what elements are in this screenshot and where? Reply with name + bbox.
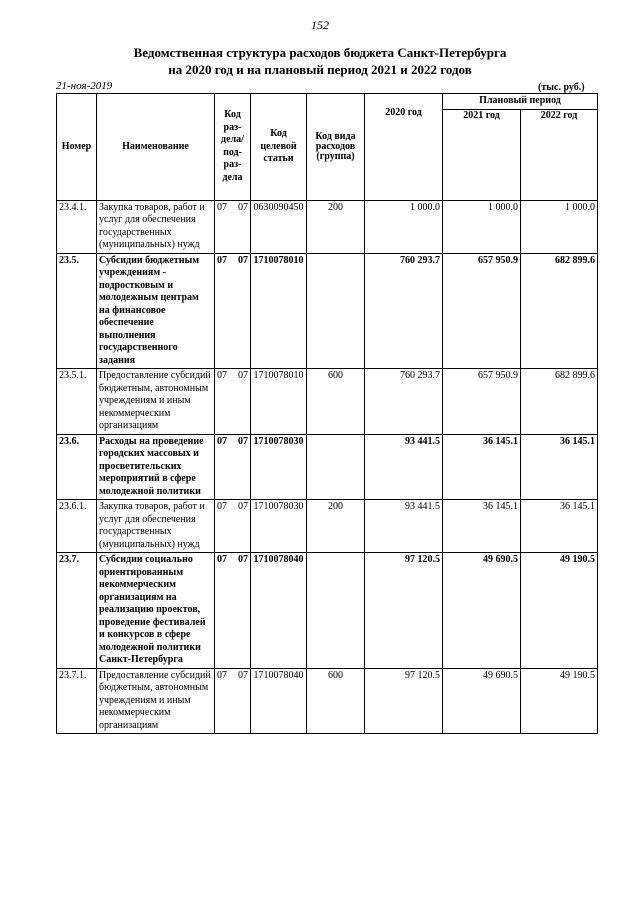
row-2020: 93 441.5 (365, 500, 443, 553)
row-name: Субсидии бюджетным учреждениям - подростковым и молодежным центрам на финансовое обеспечение выполнения государственного задания (97, 253, 215, 369)
row-2022: 36 145.1 (521, 434, 598, 500)
header-number: Номер (57, 94, 97, 201)
header-type: Код вида расходов (группа) (307, 94, 365, 201)
row-type (307, 253, 365, 369)
row-name: Субсидии социально ориентированным некоммерческим организациям на реализацию проектов, проведение фестивалей и конкурсов в сфере молодежной политики Санкт-Петербурга (97, 553, 215, 669)
row-section (215, 500, 251, 553)
row-section (215, 253, 251, 369)
header-planned: Плановый период (443, 94, 598, 110)
row-subsection-code: 07 (238, 554, 248, 565)
row-target: 1710078030 (251, 434, 307, 500)
row-name: Закупка товаров, работ и услуг для обеспечения государственных (муниципальных) нужд (97, 500, 215, 553)
row-type (307, 553, 365, 669)
budget-table (56, 93, 598, 734)
row-2022: 49 190.5 (521, 553, 598, 669)
row-subsection-code: 07 (238, 669, 248, 681)
row-number: 23.7. (57, 553, 97, 669)
row-target: 0630090450 (251, 200, 307, 253)
row-2022: 682 899.6 (521, 369, 598, 435)
row-section-code: 07 (217, 501, 227, 512)
row-name: Расходы на проведение городских массовых и просветительских мероприятий в сфере молодежной политики (97, 434, 215, 500)
row-type (307, 434, 365, 500)
row-name: Закупка товаров, работ и услуг для обеспечения государственных (муниципальных) нужд (97, 200, 215, 253)
table-row (57, 668, 598, 734)
row-section (215, 369, 251, 435)
row-subsection-code: 07 (238, 254, 248, 266)
row-2021: 36 145.1 (443, 500, 521, 553)
header-target: Код целевой статьи (251, 94, 307, 201)
row-number: 23.6. (57, 434, 97, 500)
row-2021: 657 950.9 (443, 253, 521, 369)
row-2021: 36 145.1 (443, 434, 521, 500)
row-section-code: 07 (217, 370, 227, 381)
row-number: 23.4.1. (57, 200, 97, 253)
row-number: 23.5. (57, 253, 97, 369)
header-name: Наименование (97, 94, 215, 201)
row-section-code: 07 (217, 201, 227, 213)
table-row (57, 369, 598, 435)
row-2022: 1 000.0 (521, 200, 598, 253)
page-number: 152 (311, 18, 329, 32)
row-section-code: 07 (217, 254, 227, 266)
row-2020: 97 120.5 (365, 553, 443, 669)
document-date: 21-ноя-2019 (56, 80, 113, 92)
row-2021: 49 690.5 (443, 668, 521, 734)
header-2020: 2020 год (365, 94, 443, 201)
row-section (215, 553, 251, 669)
row-2022: 49 190.5 (521, 668, 598, 734)
header-section: Код раз-дела/ под-раз-дела (215, 94, 251, 201)
row-number: 23.7.1. (57, 668, 97, 734)
row-section-code: 07 (217, 554, 227, 565)
row-section (215, 434, 251, 500)
row-subsection-code: 07 (238, 370, 248, 381)
row-target: 1710078040 (251, 668, 307, 734)
row-2022: 36 145.1 (521, 500, 598, 553)
document-title (0, 44, 640, 78)
row-type: 600 (307, 369, 365, 435)
table-row (57, 500, 598, 553)
row-2022: 682 899.6 (521, 253, 598, 369)
units-label: (тыс. руб.) (538, 82, 585, 93)
row-subsection-code: 07 (238, 501, 248, 512)
row-2020: 93 441.5 (365, 434, 443, 500)
row-section (215, 200, 251, 253)
row-number: 23.6.1. (57, 500, 97, 553)
row-name: Предоставление субсидий бюджетным, автономным учреждениям и иным некоммерческим организациям (97, 668, 215, 734)
header-2022: 2022 год (521, 109, 598, 200)
table-body (57, 200, 598, 734)
row-section-code: 07 (217, 435, 227, 447)
row-target: 1710078040 (251, 553, 307, 669)
row-target: 1710078010 (251, 369, 307, 435)
row-2021: 1 000.0 (443, 200, 521, 253)
row-2021: 657 950.9 (443, 369, 521, 435)
row-section-code: 07 (217, 669, 227, 681)
row-type: 200 (307, 200, 365, 253)
table-row (57, 200, 598, 253)
title-line-1: Ведомственная структура расходов бюджета Санкт-Петербурга (133, 45, 507, 60)
row-name: Предоставление субсидий бюджетным, автономным учреждениям и иным некоммерческим организациям (97, 369, 215, 435)
row-section (215, 668, 251, 734)
header-2021: 2021 год (443, 109, 521, 200)
title-line-2: на 2020 год и на плановый период 2021 и 2022 годов (168, 62, 472, 77)
table-row (57, 253, 598, 369)
table-row (57, 434, 598, 500)
row-type: 600 (307, 668, 365, 734)
row-2020: 760 293.7 (365, 253, 443, 369)
row-subsection-code: 07 (238, 201, 248, 213)
row-type: 200 (307, 500, 365, 553)
row-target: 1710078010 (251, 253, 307, 369)
row-2020: 1 000.0 (365, 200, 443, 253)
row-number: 23.5.1. (57, 369, 97, 435)
row-target: 1710078030 (251, 500, 307, 553)
table-row (57, 553, 598, 669)
row-2020: 760 293.7 (365, 369, 443, 435)
row-2020: 97 120.5 (365, 668, 443, 734)
row-2021: 49 690.5 (443, 553, 521, 669)
row-subsection-code: 07 (238, 435, 248, 447)
